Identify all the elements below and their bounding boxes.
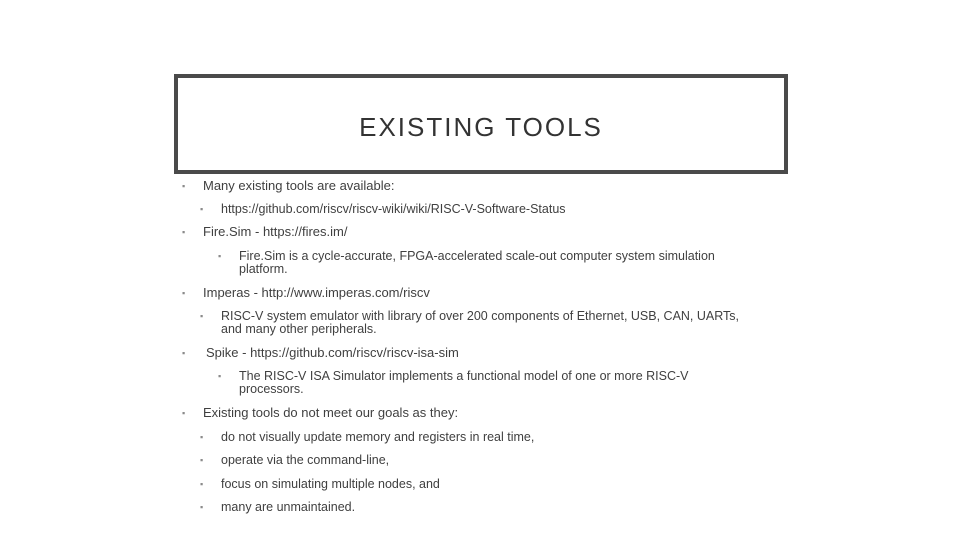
bullet-icon: ▪ [200, 204, 204, 214]
bullet-icon: ▪ [200, 502, 204, 512]
bullet-icon: ▪ [200, 432, 204, 442]
slide-title: EXISTING TOOLS [359, 112, 603, 142]
list-item-text: focus on simulating multiple nodes, and [221, 477, 440, 491]
list-item-text: Fire.Sim - https://fires.im/ [203, 224, 348, 239]
bullet-icon: ▪ [182, 348, 186, 358]
list-item-text: Fire.Sim is a cycle-accurate, FPGA-accelerated scale-out computer system simulation [239, 249, 715, 263]
title-box [174, 74, 788, 174]
list-item-text: Spike - https://github.com/riscv/riscv-isa-sim [206, 345, 459, 360]
list-item-text: do not visually update memory and registers in real time, [221, 430, 535, 444]
bullet-icon: ▪ [200, 455, 204, 465]
list-item-text-continued: platform. [239, 262, 288, 276]
list-item-text: many are unmaintained. [221, 500, 356, 514]
list-item-text-continued: processors. [239, 382, 304, 396]
bullet-icon: ▪ [200, 311, 204, 321]
list-item-text: Many existing tools are available: [203, 178, 395, 193]
bullet-icon: ▪ [218, 251, 222, 261]
list-item-text: RISC-V system emulator with library of over 200 components of Ethernet, USB, CAN, UARTs, [221, 309, 740, 323]
list-item-text: Existing tools do not meet our goals as they: [203, 405, 459, 420]
list-item-text: operate via the command-line, [221, 453, 390, 467]
list-item-text: The RISC-V ISA Simulator implements a functional model of one or more RISC-V [239, 369, 689, 383]
list-item-text: https://github.com/riscv/riscv-wiki/wiki/RISC-V-Software-Status [221, 202, 566, 216]
bullet-icon: ▪ [182, 288, 186, 298]
bullet-icon: ▪ [182, 227, 186, 237]
bullet-icon: ▪ [182, 181, 186, 191]
bullet-icon: ▪ [218, 371, 222, 381]
list-item-text: Imperas - http://www.imperas.com/riscv [203, 285, 430, 300]
bullet-icon: ▪ [200, 479, 204, 489]
bullet-icon: ▪ [182, 408, 186, 418]
list-item-text-continued: and many other peripherals. [221, 322, 377, 336]
